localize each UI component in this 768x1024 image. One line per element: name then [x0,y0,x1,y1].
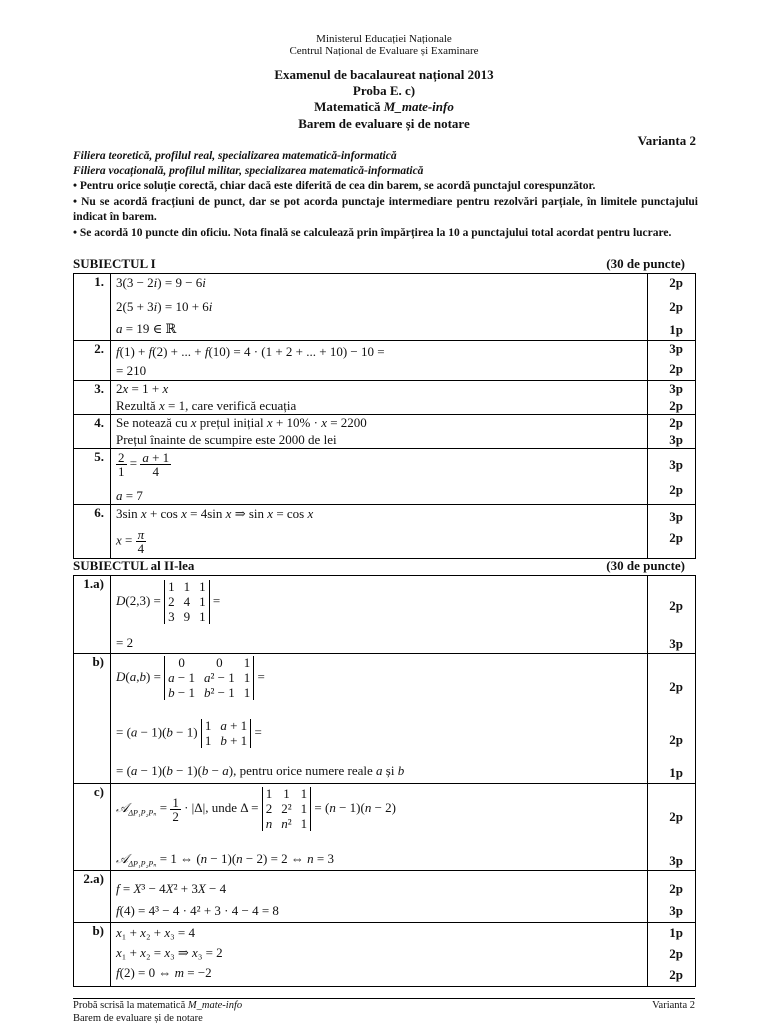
table-row [74,340,695,380]
subject-2-title: SUBIECTUL al II-lea [73,558,195,573]
footer-exam: Probă scrisă la matematică M_mate-info Varianta 2 [73,1000,695,1011]
item-number: 6. [94,505,104,520]
table-row [74,504,695,558]
points: 3p [669,509,683,524]
item-number: 3. [94,381,104,396]
points: 3p [669,432,683,447]
math-line: Se notează cu x prețul inițial x + 10% · x = 2200 [116,415,367,430]
math-line: f(1) + f(2) + ... + f(10) = 4 · (1 + 2 + ... + 10) − 10 = [116,344,385,359]
subject-1-title: SUBIECTUL I [73,256,156,271]
item-number: 2.a) [83,871,104,886]
points: 1p [669,765,683,780]
filiera-theoretical: Filiera teoretică, profilul real, specializarea matematică-informatică [73,150,397,162]
math-line: D(2,3) = 1 1 1 2 4 1 3 9 1 = [116,579,221,624]
item-number: 4. [94,415,104,430]
rule-correct-solution: • Pentru orice soluție corectă, chiar dacă este diferită de cea din barem, se acordă punctajul corespunzător. [73,180,596,192]
points: 3p [669,381,683,396]
barem-title: Barem de evaluare și de notare [298,116,470,131]
points: 3p [669,636,683,651]
subject-1-heading [73,257,685,271]
points: 2p [669,275,683,290]
points: 2p [669,361,683,376]
item-number: 1.a) [83,576,104,591]
item-number: 1. [94,274,104,289]
item-number: 5. [94,449,104,464]
table-row [74,380,695,414]
points: 3p [669,903,683,918]
math-line: f(2) = 0 ⇔ m = −2 [116,965,212,980]
math-line: 3sin x + cos x = 4sin x ⇒ sin x = cos x [116,506,314,521]
points: 2p [669,299,683,314]
item-number: 2. [94,341,104,356]
rule-official-points: • Se acordă 10 puncte din oficiu. Nota finală se calculează prin împărțirea la 10 a punctajului total acordat pentru lucrare. [73,227,672,239]
points: 2p [669,482,683,497]
math-line: a = 19 ∈ ℝ [116,321,177,336]
math-line: f(4) = 4³ − 4 · 4² + 3 · 4 − 4 = 8 [116,903,279,918]
table-row [74,653,695,783]
math-line: Prețul înainte de scumpire este 2000 de lei [116,432,337,447]
math-line: $\frac{2}{1}$ = $\frac{a + 1}{4}$ [118,450,170,479]
item-number: b) [92,923,104,938]
points: 2p [669,530,683,545]
table-row [74,922,695,986]
points: 3p [669,457,683,472]
math-line: 3(3 − 2i) = 9 − 6i [116,275,206,290]
math-line: 2x = 1 + x [116,381,169,396]
table-row [74,870,695,922]
math-line: = 210 [116,363,147,378]
variant-label: Varianta 2 [637,133,696,148]
proba-title: Proba E. c) [352,83,416,98]
ministry-name: Ministerul Educației Naționale [316,33,452,45]
math-line: = (a − 1)(b − 1) 1 a + 1 1 b + 1 = [116,718,262,748]
math-line: x = $\frac{\pi}{4}$ [116,527,145,556]
subject-2-table [73,575,696,987]
math-line: x₁ + x₂ + x₃ = 4 [116,925,195,940]
points: 1p [669,925,683,940]
points: 2p [669,415,683,430]
footer-variant: Varianta 2 [652,1000,695,1011]
math-line: 2(5 + 3i) = 10 + 6i [116,299,213,314]
exam-title: Examenul de bacalaureat național 2013 [274,67,494,82]
subject-1-table [73,273,696,559]
points: 2p [669,809,683,824]
math-line: D(a,b) = 0 0 1 a − 1 a² − 1 1 b − 1 b² − 1 1 = [116,655,265,700]
filiera-vocational: Filiera vocațională, profilul militar, specializarea matematică-informatică [73,165,424,177]
math-line: a = 7 [116,488,143,503]
points: 2p [669,679,683,694]
math-line: x₁ + x₂ = x₃ ⇒ x₃ = 2 [116,945,223,960]
points: 2p [669,946,683,961]
math-line: = (a − 1)(b − 1)(b − a), pentru orice numere reale a și b [116,763,405,778]
item-number: c) [93,784,104,799]
subject-2-heading [73,559,685,573]
rule-partial-points: • Nu se acordă fracțiuni de punct, dar se pot acorda punctaje intermediare pentru rezolvări parțiale, în limitele punctajului indicat în barem. [73,196,698,223]
table-row [74,448,695,504]
footer-divider [73,998,695,999]
points: 3p [669,341,683,356]
table-row [74,274,695,340]
subject-2-points: (30 de puncte) [606,558,685,573]
points: 1p [669,322,683,337]
points: 3p [669,853,683,868]
points: 2p [669,881,683,896]
subject-1-points: (30 de puncte) [606,256,685,271]
math-line: f = X³ − 4X² + 3X − 4 [116,881,227,896]
table-row [74,576,695,653]
math-line: = 2 [116,635,134,650]
points: 2p [669,598,683,613]
subject-title: Matematică M_mate-info [314,99,454,114]
points: 2p [669,967,683,982]
center-name: Centrul Național de Evaluare și Examinare [289,45,479,57]
math-line: 𝒜$_{\Delta P_1P_2P_n}$ = $\frac{1}{2}$ · |Δ|, unde Δ = 1 1 1 2 2² 1 n n² 1 = (n − 1)(n − 2) [116,786,396,831]
footer-barem: Barem de evaluare și de notare [73,1013,203,1024]
table-row [74,414,695,448]
math-line: Rezultă x = 1, care verifică ecuația [116,398,297,413]
points: 2p [669,732,683,747]
points: 2p [669,398,683,413]
table-row [74,783,695,870]
math-line: 𝒜$_{\Delta P_1P_2P_n}$ = 1 ⇔ (n − 1)(n − 2) = 2 ⇔ n = 3 [116,851,334,869]
item-number: b) [92,654,104,669]
